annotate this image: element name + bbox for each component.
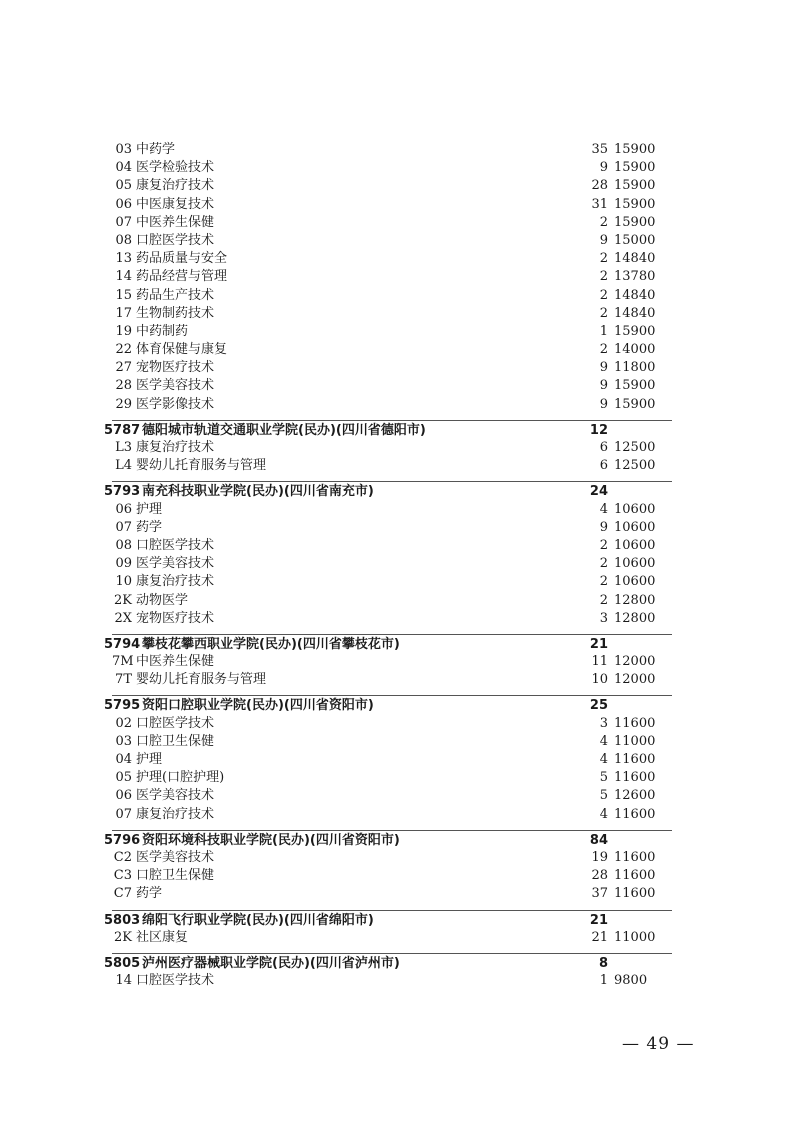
program-row (112, 715, 672, 733)
program-name: 康复治疗技术 (136, 806, 215, 822)
program-name: 口腔医学技术 (136, 715, 215, 731)
program-row (112, 733, 672, 751)
program-code: C3 (113, 868, 132, 884)
program-fee: 14840 (614, 305, 656, 321)
program-name: 医学影像技术 (136, 396, 215, 412)
program-code: 17 (115, 305, 132, 321)
program-count: 21 (591, 929, 608, 945)
program-row (112, 214, 672, 232)
program-row (112, 396, 672, 414)
program-fee: 15900 (614, 214, 656, 230)
program-count: 5 (599, 788, 608, 804)
program-name: 体育保健与康复 (136, 342, 228, 358)
program-row (112, 751, 672, 769)
program-count: 9 (599, 396, 608, 412)
program-fee: 9800 (614, 973, 648, 989)
program-count: 3 (599, 715, 608, 731)
program-fee: 12000 (614, 654, 656, 670)
program-count: 28 (591, 178, 608, 194)
program-code: 2K (114, 592, 132, 608)
program-row (112, 555, 672, 573)
program-row (112, 501, 672, 519)
program-count: 4 (599, 501, 608, 517)
program-code: 13 (115, 251, 132, 267)
program-fee: 11800 (614, 360, 656, 376)
program-name: 医学检验技术 (136, 160, 215, 176)
institution-header (104, 481, 672, 500)
program-fee: 10600 (614, 537, 656, 553)
institution-code: 5793 (104, 484, 141, 500)
program-count: 11 (591, 654, 608, 670)
institution-block (104, 634, 672, 690)
institution-header (104, 420, 672, 439)
program-code: 27 (115, 360, 132, 376)
continuation-programs (112, 141, 672, 414)
program-name: 药品经营与管理 (136, 269, 228, 285)
program-count: 5 (599, 770, 608, 786)
program-row (112, 806, 672, 824)
program-code: 14 (115, 973, 132, 989)
program-name: 康复治疗技术 (136, 178, 215, 194)
program-name: 宠物医疗技术 (136, 360, 215, 376)
program-fee: 11600 (614, 715, 656, 731)
program-code: 06 (115, 501, 132, 517)
program-fee: 10600 (614, 556, 656, 572)
program-fee: 11000 (614, 733, 656, 749)
program-count: 9 (599, 160, 608, 176)
program-name: 中医康复技术 (136, 196, 215, 212)
institution-header (104, 830, 672, 849)
program-name: 婴幼儿托育服务与管理 (136, 458, 267, 474)
program-name: 动物医学 (136, 592, 189, 608)
program-code: 07 (115, 806, 132, 822)
program-row (112, 250, 672, 268)
program-row (112, 592, 672, 610)
program-fee: 15900 (614, 160, 656, 176)
program-fee: 11600 (614, 849, 656, 865)
institution-block (104, 695, 672, 823)
program-row (112, 359, 672, 377)
program-fee: 14840 (614, 287, 656, 303)
program-count: 9 (599, 360, 608, 376)
program-count: 3 (599, 610, 608, 626)
program-name: 宠物医疗技术 (136, 610, 215, 626)
program-name: 康复治疗技术 (136, 440, 215, 455)
program-count: 6 (599, 440, 608, 455)
program-count: 4 (599, 733, 608, 749)
program-row (112, 787, 672, 805)
program-fee: 11000 (614, 929, 656, 945)
program-count: 2 (599, 287, 608, 303)
program-row (112, 519, 672, 537)
program-code: 29 (115, 396, 132, 412)
program-code: C2 (113, 849, 132, 865)
page-number: — 49 — (622, 1034, 695, 1054)
program-count: 35 (591, 142, 608, 157)
program-fee: 15900 (614, 178, 656, 194)
program-name: 口腔卫生保健 (136, 733, 215, 749)
institution-header (104, 953, 672, 972)
program-name: 护理 (136, 752, 163, 767)
program-count: 2 (599, 305, 608, 321)
program-row (112, 305, 672, 323)
program-code: 02 (115, 715, 132, 731)
program-row (112, 849, 672, 867)
program-code: 7M (112, 654, 134, 670)
institution-name: 德阳城市轨道交通职业学院(民办)(四川省德阳市) (142, 422, 426, 438)
institution-code: 5805 (104, 955, 141, 971)
program-name: 婴幼儿托育服务与管理 (136, 672, 267, 688)
program-count: 9 (599, 378, 608, 394)
program-code: 07 (115, 214, 132, 230)
program-row (112, 323, 672, 341)
program-name: 药学 (136, 519, 163, 535)
program-row (112, 159, 672, 177)
program-count: 37 (591, 886, 608, 902)
institution-name: 南充科技职业学院(民办)(四川省南充市) (142, 484, 374, 500)
program-count: 31 (591, 196, 608, 212)
program-count: 2 (599, 342, 608, 358)
program-code: 06 (115, 196, 132, 212)
program-row (112, 439, 672, 457)
program-row (112, 457, 672, 475)
institution-list (104, 420, 672, 990)
program-code: C7 (113, 886, 132, 902)
program-fee: 15900 (614, 323, 656, 339)
program-name: 口腔医学技术 (136, 973, 215, 989)
program-count: 4 (599, 806, 608, 822)
program-name: 药品生产技术 (136, 287, 215, 303)
program-count: 2 (599, 556, 608, 572)
program-count: 9 (599, 519, 608, 535)
program-code: 04 (115, 752, 132, 767)
program-code: 28 (115, 378, 132, 394)
program-code: 04 (115, 160, 132, 176)
institution-header (104, 695, 672, 714)
program-code: 09 (115, 556, 132, 572)
program-row (112, 377, 672, 395)
program-name: 医学美容技术 (136, 788, 215, 804)
institution-name: 泸州医疗器械职业学院(民办)(四川省泸州市) (142, 955, 400, 971)
program-code: 08 (115, 232, 132, 248)
program-code: 08 (115, 537, 132, 553)
program-count: 4 (599, 752, 608, 767)
program-row (112, 653, 672, 671)
program-count: 9 (599, 232, 608, 248)
program-name: 护理(口腔护理) (136, 770, 225, 786)
program-name: 药学 (136, 886, 163, 902)
program-row (112, 610, 672, 628)
program-count: 2 (599, 537, 608, 553)
institution-name: 攀枝花攀西职业学院(民办)(四川省攀枝花市) (142, 636, 400, 652)
program-code: L3 (115, 440, 132, 455)
program-row (112, 537, 672, 555)
program-name: 中医养生保健 (136, 654, 215, 670)
program-fee: 11600 (614, 770, 656, 786)
program-code: 2K (114, 929, 132, 945)
program-name: 中药制药 (136, 323, 189, 339)
program-count: 2 (599, 214, 608, 230)
program-row (112, 769, 672, 787)
program-code: 05 (115, 770, 132, 786)
program-name: 生物制药技术 (136, 305, 215, 321)
program-row (112, 867, 672, 885)
program-code: L4 (115, 458, 132, 474)
institution-block (104, 910, 672, 947)
program-row (112, 885, 672, 903)
program-row (112, 232, 672, 250)
institution-block (104, 481, 672, 628)
institution-total: 24 (589, 484, 608, 500)
program-name: 护理 (136, 501, 163, 517)
institution-code: 5787 (104, 422, 141, 438)
program-fee: 10600 (614, 574, 656, 590)
institution-total: 25 (589, 698, 608, 714)
program-fee: 15900 (614, 378, 656, 394)
institution-name: 绵阳飞行职业学院(民办)(四川省绵阳市) (142, 912, 374, 928)
program-code: 2X (114, 610, 132, 626)
institution-code: 5795 (104, 698, 141, 714)
institution-name: 资阳口腔职业学院(民办)(四川省资阳市) (142, 698, 374, 714)
program-fee: 12500 (614, 458, 656, 474)
program-name: 社区康复 (136, 929, 189, 945)
program-count: 2 (599, 574, 608, 590)
institution-block (104, 830, 672, 904)
institution-total: 21 (589, 912, 608, 928)
program-row (112, 573, 672, 591)
program-code: 10 (115, 574, 132, 590)
program-fee: 11600 (614, 752, 656, 767)
program-name: 中医养生保健 (136, 214, 215, 230)
program-code: 03 (115, 733, 132, 749)
program-fee: 13780 (614, 269, 656, 285)
institution-code: 5794 (104, 636, 141, 652)
program-row (112, 287, 672, 305)
program-name: 医学美容技术 (136, 378, 215, 394)
program-name: 医学美容技术 (136, 849, 215, 865)
program-count: 28 (591, 868, 608, 884)
program-name: 中药学 (136, 142, 176, 157)
program-fee: 15900 (614, 196, 656, 212)
program-code: 7T (115, 672, 132, 688)
program-name: 口腔卫生保健 (136, 868, 215, 884)
institution-name: 资阳环境科技职业学院(民办)(四川省资阳市) (142, 832, 400, 848)
institution-header (104, 910, 672, 929)
program-code: 07 (115, 519, 132, 535)
institution-total: 21 (589, 636, 608, 652)
program-count: 10 (591, 672, 608, 688)
program-count: 6 (599, 458, 608, 474)
program-fee: 12500 (614, 440, 656, 455)
program-row (112, 141, 672, 159)
program-name: 口腔医学技术 (136, 537, 215, 553)
program-name: 医学美容技术 (136, 556, 215, 572)
program-code: 05 (115, 178, 132, 194)
institution-code: 5796 (104, 832, 141, 848)
program-code: 06 (115, 788, 132, 804)
program-fee: 12800 (614, 610, 656, 626)
program-count: 1 (599, 973, 608, 989)
institution-total: 84 (589, 832, 608, 848)
program-code: 19 (115, 323, 132, 339)
institution-total: 12 (589, 422, 608, 438)
program-fee: 15000 (614, 232, 656, 248)
institution-block (104, 420, 672, 476)
institution-block (104, 953, 672, 990)
program-count: 19 (591, 849, 608, 865)
program-count: 2 (599, 592, 608, 608)
program-fee: 15900 (614, 396, 656, 412)
program-count: 2 (599, 269, 608, 285)
program-fee: 11600 (614, 868, 656, 884)
program-row (112, 196, 672, 214)
program-name: 口腔医学技术 (136, 232, 215, 248)
program-row (112, 177, 672, 195)
program-row (112, 341, 672, 359)
program-row (112, 972, 672, 990)
program-row (112, 929, 672, 947)
program-fee: 11600 (614, 886, 656, 902)
program-row (112, 671, 672, 689)
program-name: 康复治疗技术 (136, 574, 215, 590)
program-fee: 10600 (614, 501, 656, 517)
institution-code: 5803 (104, 912, 141, 928)
program-fee: 12800 (614, 592, 656, 608)
program-row (112, 268, 672, 286)
program-code: 03 (115, 142, 132, 157)
program-fee: 12600 (614, 788, 656, 804)
program-count: 1 (599, 323, 608, 339)
program-fee: 15900 (614, 142, 656, 157)
program-name: 药品质量与安全 (136, 251, 228, 267)
program-fee: 14000 (614, 342, 656, 358)
institution-header (104, 634, 672, 653)
program-count: 2 (599, 251, 608, 267)
enrollment-list (104, 141, 672, 990)
program-code: 14 (115, 269, 132, 285)
program-fee: 12000 (614, 672, 656, 688)
program-fee: 11600 (614, 806, 656, 822)
program-fee: 14840 (614, 251, 656, 267)
program-code: 15 (115, 287, 132, 303)
institution-total: 8 (598, 955, 608, 971)
program-code: 22 (115, 342, 132, 358)
program-fee: 10600 (614, 519, 656, 535)
